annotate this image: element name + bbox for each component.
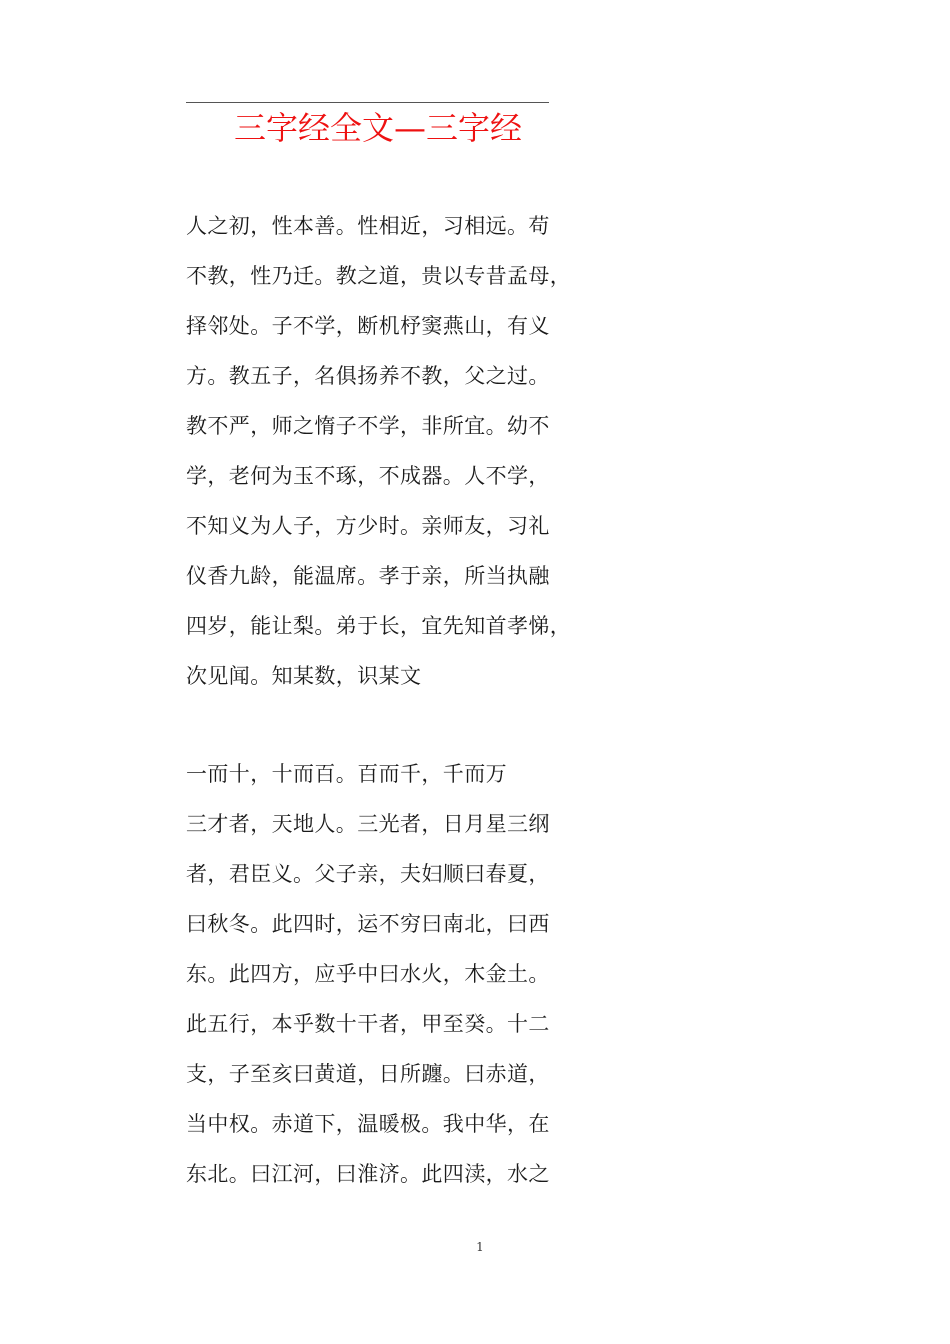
text-line: 曰秋冬。此四时，运不穷曰南北，曰西: [186, 912, 550, 936]
text-line: 三才者，天地人。三光者，日月星三纲: [186, 812, 550, 836]
paragraph-1: [186, 201, 572, 701]
text-line: 东。此四方，应乎中曰水火，木金土。: [186, 962, 550, 986]
text-line: 人之初，性本善。性相近，习相远。苟: [186, 214, 550, 238]
text-line: 不知义为人子，方少时。亲师友，习礼: [186, 514, 550, 538]
text-line: 教不严，师之惰子不学，非所宜。幼不: [186, 414, 550, 438]
text-line: 方。教五子，名俱扬养不教，父之过。: [186, 364, 550, 388]
text-line: 四岁，能让梨。弟于长，宜先知首孝悌，: [186, 614, 572, 638]
text-line: 择邻处。子不学，断机杼窦燕山，有义: [186, 314, 550, 338]
text-line: 一而十，十而百。百而千，千而万: [186, 762, 507, 786]
text-line: 不教，性乃迁。教之道，贵以专昔孟母，: [186, 264, 572, 288]
text-line: 东北。曰江河，曰淮济。此四渎，水之: [186, 1162, 550, 1186]
text-line: 此五行，本乎数十干者，甲至癸。十二: [186, 1012, 550, 1036]
text-line: 者，君臣义。父子亲，夫妇顺曰春夏，: [186, 862, 550, 886]
text-line: 当中权。赤道下，温暖极。我中华，在: [186, 1112, 550, 1136]
page-number: 1: [476, 1240, 484, 1254]
document-title: 三字经全文—三字经: [234, 109, 523, 147]
text-line: 仪香九龄，能温席。孝于亲，所当执融: [186, 564, 550, 588]
header-rule: [186, 102, 549, 103]
text-line: 次见闻。知某数，识某文: [186, 664, 422, 688]
text-line: 支，子至亥曰黄道，日所躔。曰赤道，: [186, 1062, 550, 1086]
paragraph-2: [186, 749, 566, 1199]
text-line: 学，老何为玉不琢，不成器。人不学，: [186, 464, 550, 488]
